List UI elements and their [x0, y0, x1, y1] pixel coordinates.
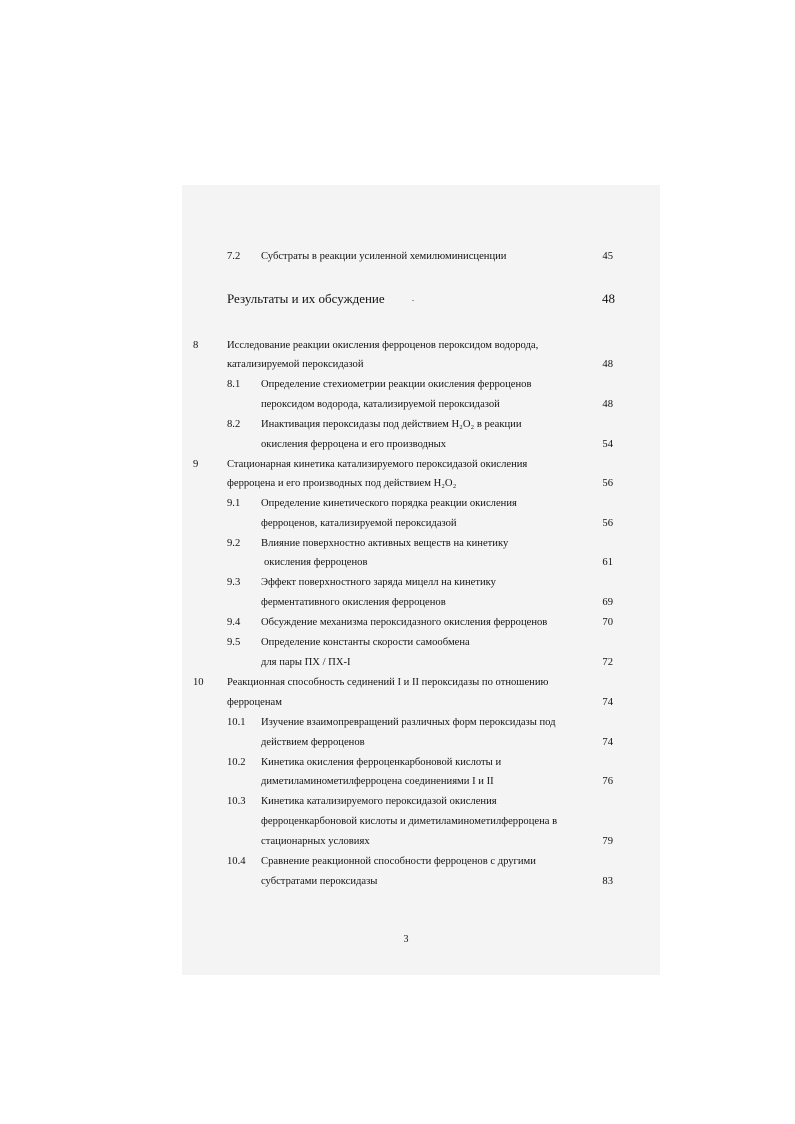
- entry-title-line3: стационарных условиях: [261, 836, 370, 847]
- entry-title: Обсуждение механизма пероксидазного окисления ферроценов: [261, 617, 548, 628]
- chapter-page: 56: [602, 478, 613, 489]
- entry-number: 10.4: [227, 856, 246, 867]
- entry-number: 9.1: [227, 498, 241, 509]
- entry-page: 48: [602, 399, 613, 410]
- entry-page: 83: [602, 876, 613, 887]
- entry-title-line1: Влияние поверхностно активных веществ на кинетику: [261, 538, 509, 549]
- chapter-title-line1: Исследование реакции окисления ферроценов пероксидом водорода,: [227, 340, 539, 351]
- entry-title-line2: действием ферроценов: [261, 737, 365, 748]
- chapter-title-line2: катализируемой пероксидазой: [227, 359, 364, 370]
- entry-number: 9.5: [227, 637, 241, 648]
- entry-page: 70: [602, 617, 613, 628]
- entry-page: 56: [602, 518, 613, 529]
- chapter-title-line2: ферроцена и его производных под действием H₂O₂: [227, 478, 457, 489]
- chapter-number: 10: [193, 677, 204, 688]
- entry-page: 54: [602, 439, 613, 450]
- entry-page: 76: [602, 776, 613, 787]
- entry-number: 9.2: [227, 538, 241, 549]
- entry-title-line2: диметиламинометилферроцена соединениями I и II: [261, 776, 494, 787]
- entry-title-line2: ферроценов, катализируемой пероксидазой: [261, 518, 457, 529]
- entry-number: 9.4: [227, 617, 241, 628]
- chapter-title-line1: Стационарная кинетика катализируемого пероксидазой окисления: [227, 459, 528, 470]
- entry-page: 45: [602, 251, 613, 262]
- section-title: Результаты и их обсуждение: [227, 291, 385, 306]
- entry-title-line2: пероксидом водорода, катализируемой пероксидазой: [261, 399, 500, 410]
- entry-number: 10.3: [227, 796, 246, 807]
- section-page: 48: [602, 291, 615, 306]
- entry-page: 72: [602, 657, 613, 668]
- entry-title: Субстраты в реакции усиленной хемилюминисценции: [261, 251, 507, 262]
- entry-number: 10.1: [227, 717, 246, 728]
- chapter-page: 74: [602, 697, 613, 708]
- entry-page: 79: [602, 836, 613, 847]
- entry-title-line1: Определение стехиометрии реакции окисления ферроценов: [261, 379, 532, 390]
- entry-number: 9.3: [227, 577, 241, 588]
- entry-title-line1: Инактивация пероксидазы под действием H₂O₂ в реакции: [261, 419, 522, 430]
- entry-page: 69: [602, 597, 613, 608]
- entry-page: 61: [602, 557, 613, 568]
- chapter-title-line1: Реакционная способность сединений I и II пероксидазы по отношению: [227, 677, 549, 688]
- entry-title-line1: Сравнение реакционной способности ферроценов с другими: [261, 856, 536, 867]
- entry-number: 8.1: [227, 379, 241, 390]
- entry-title-line1: Эффект поверхностного заряда мицелл на кинетику: [261, 577, 496, 588]
- entry-number: 7.2: [227, 251, 241, 262]
- entry-title-line2: окисления ферроцена и его производных: [261, 439, 447, 450]
- scan-speck: [412, 300, 414, 301]
- entry-title-line1: Кинетика окисления ферроценкарбоновой кислоты и: [261, 757, 502, 768]
- entry-title-line2: субстратами пероксидазы: [261, 876, 378, 887]
- entry-title-line2: ферроценкарбоновой кислоты и диметиламинометилферроцена в: [261, 816, 558, 827]
- entry-number: 10.2: [227, 757, 246, 768]
- entry-title-line1: Определение константы скорости самообмена: [261, 637, 470, 648]
- entry-title-line1: Кинетика катализируемого пероксидазой окисления: [261, 796, 497, 807]
- entry-title-line1: Определение кинетического порядка реакции окисления: [261, 498, 517, 509]
- entry-title-line2: для пары ПХ / ПХ-I: [261, 657, 351, 668]
- chapter-title-line2: ферроценам: [227, 697, 282, 708]
- chapter-number: 8: [193, 340, 199, 351]
- chapter-page: 48: [602, 359, 613, 370]
- entry-title-line1: Изучение взаимопревращений различных форм пероксидазы под: [261, 717, 556, 728]
- page-number: 3: [403, 934, 409, 945]
- chapter-number: 9: [193, 459, 199, 470]
- entry-title-line2: ферментативного окисления ферроценов: [261, 597, 446, 608]
- entry-number: 8.2: [227, 419, 241, 430]
- entry-title-line2: окисления ферроценов: [264, 557, 368, 568]
- entry-page: 74: [602, 737, 613, 748]
